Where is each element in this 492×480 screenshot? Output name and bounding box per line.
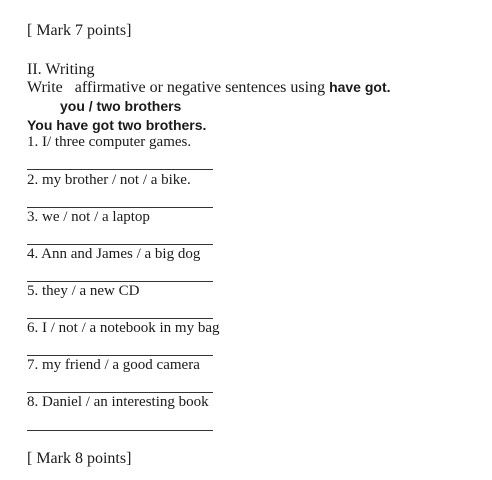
exercise-item-7: 7. my friend / a good camera	[27, 357, 200, 373]
instruction-text: Write affirmative or negative sentences using	[27, 79, 330, 96]
answer-line-2[interactable]	[27, 207, 213, 208]
answer-line-5[interactable]	[27, 318, 213, 319]
answer-line-8[interactable]	[27, 430, 213, 431]
section-title: II. Writing	[27, 61, 95, 78]
instruction	[27, 79, 391, 97]
mark-7-points: [ Mark 7 points]	[27, 22, 132, 39]
answer-line-6[interactable]	[27, 355, 213, 356]
example-prompt: you / two brothers	[60, 98, 182, 114]
exercise-item-4: 4. Ann and James / a big dog	[27, 246, 201, 262]
mark-8-points: [ Mark 8 points]	[27, 450, 132, 467]
answer-line-1[interactable]	[27, 169, 213, 170]
instruction-bold: have got.	[329, 79, 391, 95]
exercise-item-5: 5. they / a new CD	[27, 283, 140, 299]
exercise-item-6: 6. I / not / a notebook in my bag	[27, 320, 220, 336]
example-answer: You have got two brothers.	[27, 117, 207, 133]
answer-line-4[interactable]	[27, 281, 213, 282]
answer-line-3[interactable]	[27, 244, 213, 245]
exercise-item-2: 2. my brother / not / a bike.	[27, 172, 191, 188]
exercise-item-8: 8. Daniel / an interesting book	[27, 394, 209, 410]
exercise-item-1: 1. I/ three computer games.	[27, 134, 192, 150]
exercise-item-3: 3. we / not / a laptop	[27, 209, 150, 225]
answer-line-7[interactable]	[27, 392, 213, 393]
